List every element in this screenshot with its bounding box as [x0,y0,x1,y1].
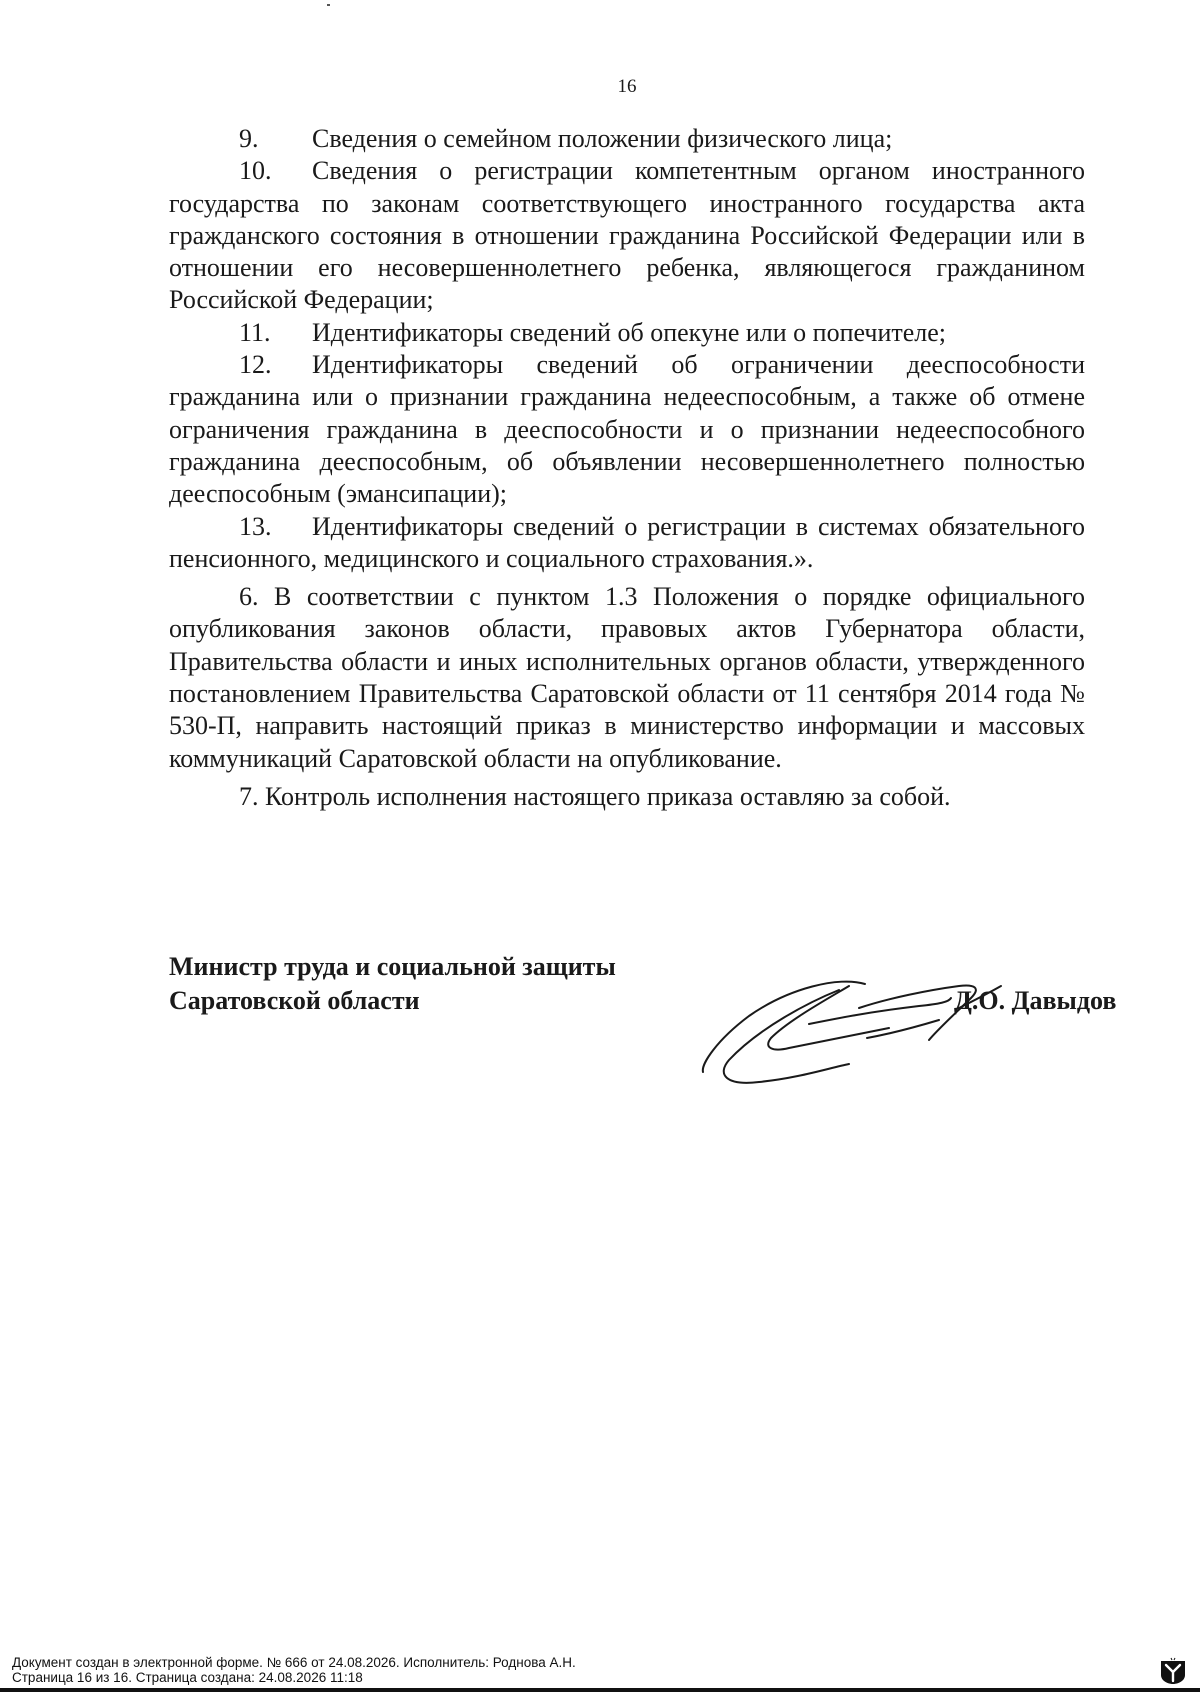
item-text: Идентификаторы сведений об ограничении дееспособности гражданина или о признании гражданина недееспособным, а также об отмене ограничения гражданина в дееспособности и о признании недееспособного гражданина дееспособным, об объявлении несовершеннолетнего полностью дееспособным (эмансипации); [169,350,1085,509]
signatory-title-line1: Министр труда и социальной защиты [169,952,616,981]
item-number: 13. [239,511,272,541]
paragraph-6: 6. В соответствии с пунктом 1.3 Положения о порядке официального опубликования законов области, правовых актов Губернатора области, Правительства области и иных исполнительных органов области, утвержденного постановлением Правительства Саратовской области от 11 сентября 2014 года № 530-П, направить настоящий приказ в министерство информации и массовых коммуникаций Саратовской области на опубликование. [169,582,1085,773]
item-text: Сведения о семейном положении физического лица; [312,124,893,153]
electronic-document-footer [12,1655,1187,1685]
page-number: 16 [617,76,637,97]
document-body [169,123,1085,813]
item-text: Сведения о регистрации компетентным органом иностранного государства по законам соответствующего иностранного государства акта гражданского состояния в отношении гражданина Российской Федерации или в отношении его несовершеннолетнего ребенка, являющегося гражданином Российской Федерации; [169,156,1085,315]
item-text: Идентификаторы сведений об опекуне или о попечителе; [312,317,947,347]
footer-divider [0,1688,1200,1692]
scan-speck [327,4,330,6]
paragraph-7: 7. Контроль исполнения настоящего приказа оставляю за собой. [239,781,951,811]
signatory-title [169,950,616,1018]
list-item-13 [169,511,1085,576]
footer-line-1: Документ создан в электронной форме. № 666 от 24.08.2026. Исполнитель: Роднова А.Н. [12,1655,576,1670]
signatory-title-line2: Саратовской области [169,986,420,1015]
item-number: 11. [239,317,271,347]
list-item-9 [169,123,1085,155]
list-item-12 [169,349,1085,510]
item-number: 10. [239,156,272,186]
footer-line-2: Страница 16 из 16. Страница создана: 24.08.2026 11:18 [12,1670,363,1685]
signature-block [169,950,1129,1090]
item-number: 9. [239,124,259,153]
item-number: 12. [239,350,272,380]
signatory-name: Д.О. Давыдов [954,986,1117,1015]
list-item-10 [169,155,1085,316]
item-text: Идентификаторы сведений о регистрации в системах обязательного пенсионного, медицинского и социального страхования.». [169,511,1085,573]
list-item-11 [169,317,1085,349]
coat-of-arms-icon [1160,1657,1186,1685]
